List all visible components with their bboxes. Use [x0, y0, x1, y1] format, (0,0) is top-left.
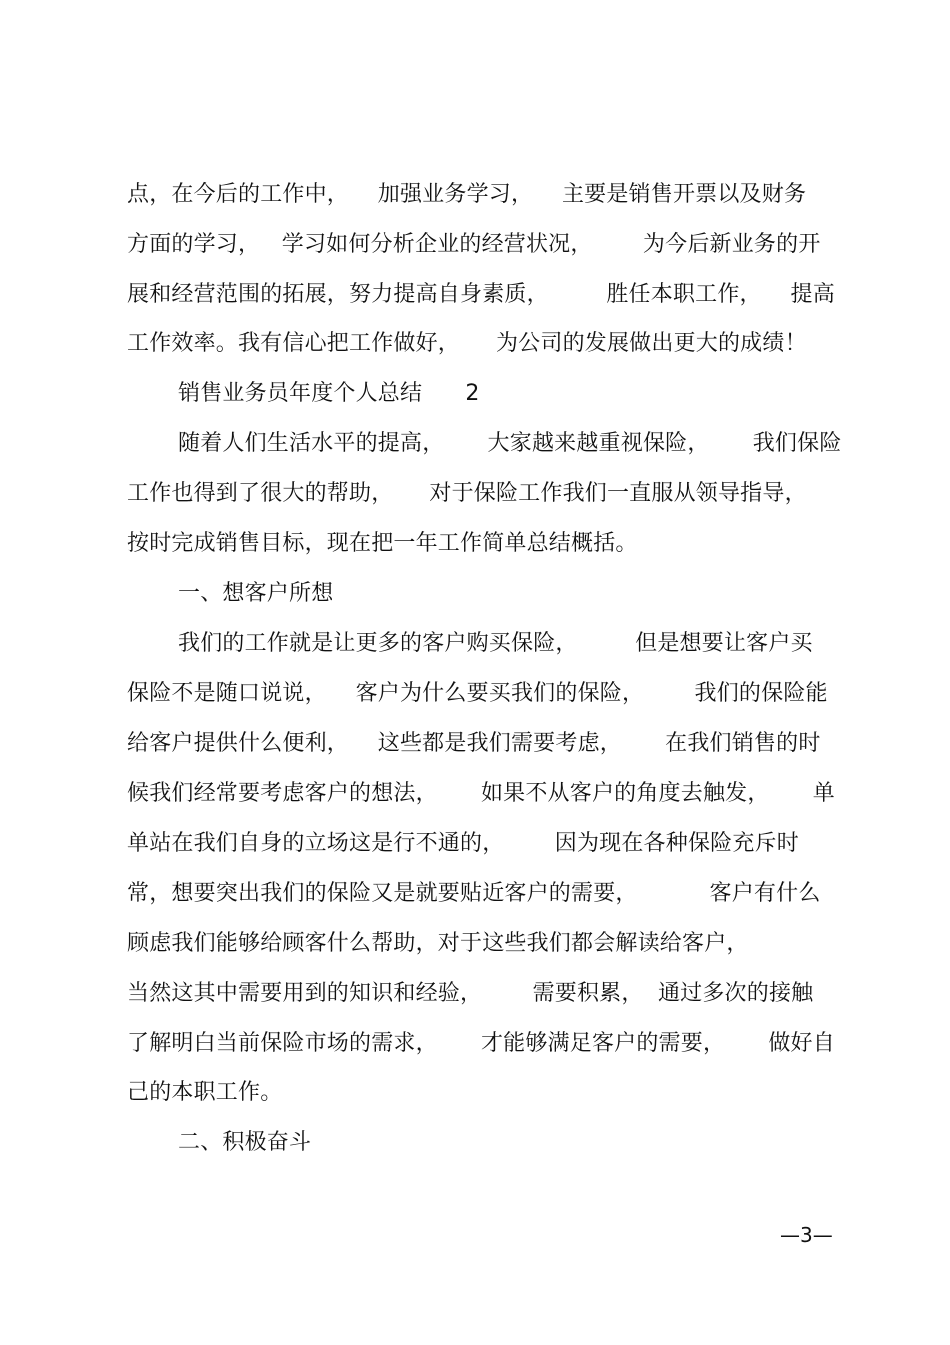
text-line: 保险不是随口说说， 客户为什么要买我们的保险， 我们的保险能 [127, 681, 828, 706]
text-line: 方面的学习， 学习如何分析企业的经营状况， 为今后新业务的开 [127, 232, 821, 257]
text-line: 给客户提供什么便利， 这些都是我们需要考虑， 在我们销售的时 [127, 731, 821, 756]
page-number: —3— [780, 1223, 833, 1247]
text-line: 己的本职工作。 [127, 1080, 283, 1105]
text-line: 随着人们生活水平的提高， 大家越来越重视保险， 我们保险 [178, 431, 842, 456]
text-line: 顾虑我们能够给顾客什么帮助，对于这些我们都会解读给客户， [127, 931, 749, 956]
text-line: 我们的工作就是让更多的客户购买保险， 但是想要让客户买 [178, 631, 813, 656]
text-line: 候我们经常要考虑客户的想法， 如果不从客户的角度去触发， 单 [127, 781, 835, 806]
text-line: 当然这其中需要用到的知识和经验， 需要积累， 通过多次的接触 [127, 981, 814, 1006]
section-heading: 二、积极奋斗 [178, 1130, 312, 1155]
text-line: 工作效率。我有信心把工作做好， 为公司的发展做出更大的成绩！ [127, 331, 807, 356]
section-title: 销售业务员年度个人总结 2 [178, 381, 480, 406]
text-line: 按时完成销售目标，现在把一年工作简单总结概括。 [127, 531, 638, 556]
text-line: 展和经营范围的拓展，努力提高自身素质， 胜任本职工作， 提高 [127, 282, 835, 307]
text-line: 工作也得到了很大的帮助， 对于保险工作我们一直服从领导指导， [127, 481, 807, 506]
text-line: 点，在今后的工作中， 加强业务学习， 主要是销售开票以及财务 [127, 182, 807, 207]
text-line: 了解明白当前保险市场的需求， 才能够满足客户的需要， 做好自 [127, 1031, 835, 1056]
text-line: 单站在我们自身的立场这是行不通的， 因为现在各种保险充斥时 [127, 831, 799, 856]
text-line: 常，想要突出我们的保险又是就要贴近客户的需要， 客户有什么 [127, 881, 821, 906]
section-heading: 一、想客户所想 [178, 581, 334, 606]
